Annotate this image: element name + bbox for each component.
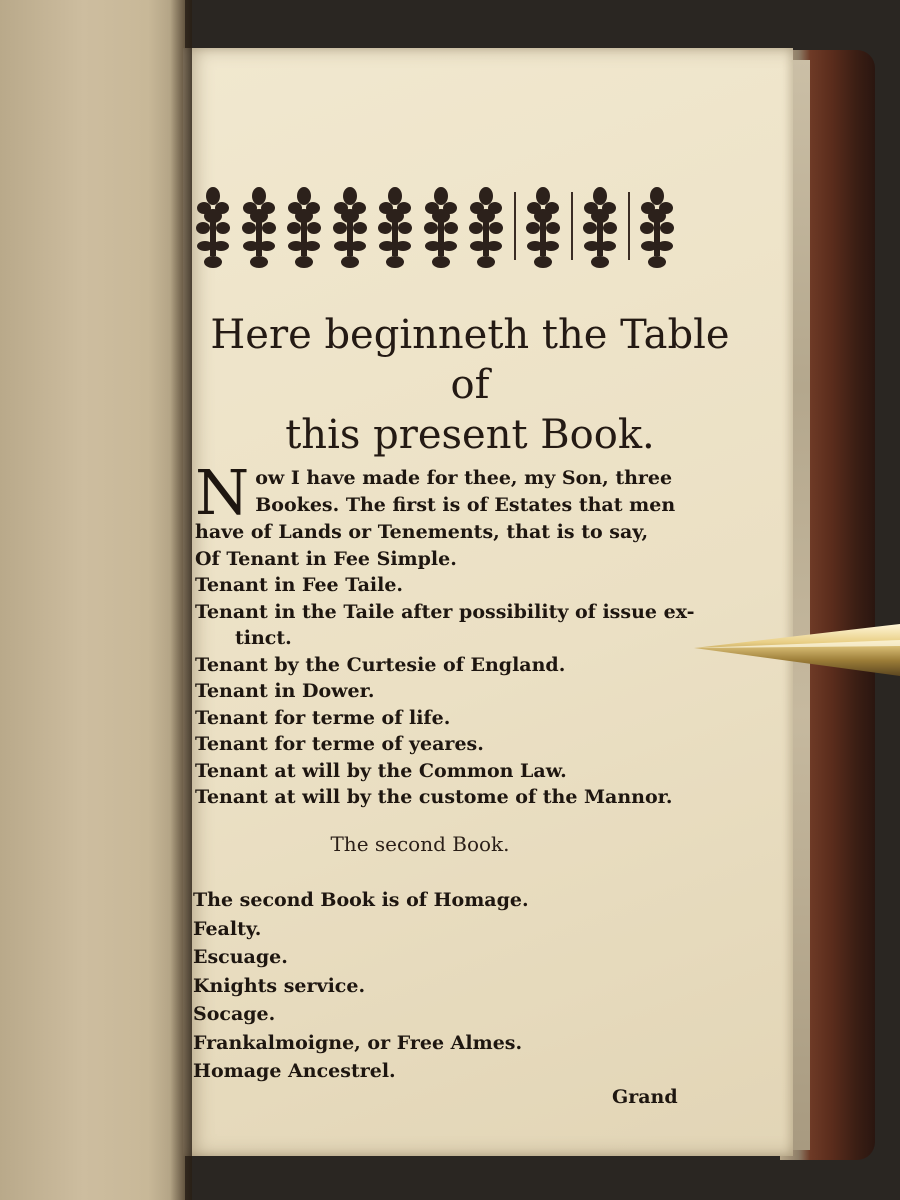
fleuron-icon [423,182,459,272]
fleuron-icon [332,182,368,272]
intro-line: have of Lands or Tenements, that is to say, [195,521,649,543]
gutter-shadow [170,0,192,1200]
book-two-heading: The second Book. [330,832,510,856]
left-facing-page [0,0,185,1200]
toc-entry: The second Book is of Homage. [193,889,529,911]
toc-entry: Tenant in Dower. [195,680,375,702]
book-two-contents [193,886,673,1086]
toc-entry: Of Tenant in Fee Simple. [195,547,457,570]
fleuron-icon [582,182,618,272]
fleuron-icon [525,182,561,272]
toc-entry: Homage Ancestrel. [193,1060,396,1082]
intro-line: ow I have made for thee, my Son, three [255,467,673,489]
toc-entry: Socage. [193,1003,276,1025]
title-line-1: Here beginneth the Table of [210,312,730,408]
fleuron-icon [286,182,322,272]
ornament-separator [571,192,573,260]
title-line-2: this present Book. [285,412,655,458]
toc-entry: Tenant in the Taile after possibility of issue ex- [195,600,695,623]
toc-entry: Tenant by the Curtesie of England. [195,653,566,676]
toc-entry: Tenant at will by the Common Law. [195,759,567,782]
toc-entry: Tenant for terme of life. [195,706,451,729]
fleuron-icon [241,182,277,272]
catchword: Grand [612,1086,678,1108]
fleuron-icon [468,182,504,272]
intro-line: Bookes. The first is of Estates that men [255,493,676,516]
fleuron-icon [639,182,675,272]
toc-entry: tinct. [235,627,292,649]
intro-paragraph [195,456,695,546]
pen-tip-icon [690,610,900,690]
toc-entry: Frankalmoigne, or Free Almes. [193,1031,523,1054]
toc-entry: Tenant at will by the custome of the Mannor. [195,786,673,808]
ornament-separator [514,192,516,260]
toc-entry: Fealty. [193,917,262,940]
toc-entry: Escuage. [193,946,288,968]
fleuron-icon [377,182,413,272]
ornament-band [195,180,675,272]
fleuron-icon [195,182,231,272]
toc-entry: Tenant for terme of yeares. [195,733,484,755]
toc-entry: Tenant in Fee Taile. [195,574,404,596]
book-one-contents [195,456,695,811]
ornament-separator [628,192,630,260]
drop-capital: N [195,456,250,529]
toc-entry: Knights service. [193,974,366,997]
page-title [190,310,750,460]
